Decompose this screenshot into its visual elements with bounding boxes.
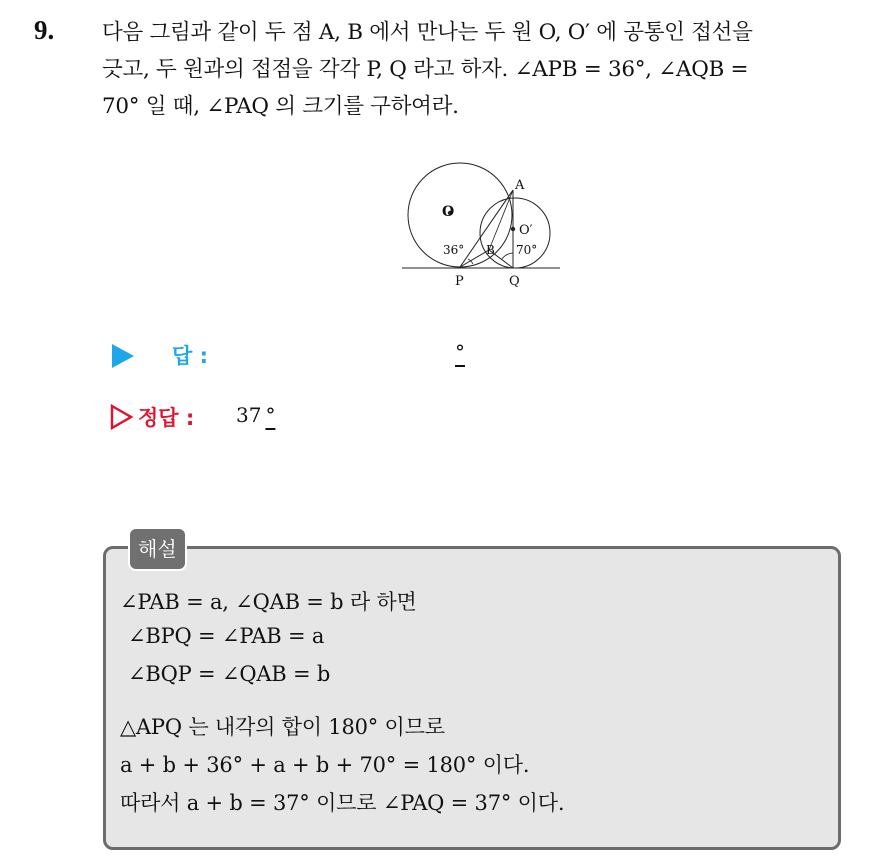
explanation-line: a + b + 36° + a + b + 70° = 180° 이다.: [120, 753, 530, 777]
explanation-line: ∠BPQ = ∠PAB = a: [128, 624, 325, 648]
angle-q-arc: [502, 253, 513, 259]
question-line: 다음 그림과 같이 두 점 A, B 에서 만나는 두 원 O, O′ 에 공통인 접선을: [102, 20, 753, 45]
answer-unit: °: [455, 340, 465, 364]
play-triangle-icon: [112, 344, 134, 368]
outline-triangle-icon: [110, 404, 134, 430]
answer-label: 답 :: [172, 344, 208, 368]
label-p: P: [455, 274, 464, 289]
correct-value-number: 37: [236, 403, 262, 427]
label-o: O: [442, 204, 455, 220]
circle-o-prime: [480, 198, 550, 268]
two-circles-diagram: [398, 158, 568, 293]
center-o-prime-dot: [511, 227, 515, 231]
explanation-line: △APQ 는 내각의 합이 180° 이므로: [120, 715, 445, 739]
question-line: 긋고, 두 원과의 접점을 각각 P, Q 라고 하자. ∠APB = 36°, ∠AQB =: [102, 57, 749, 82]
question-number: 9.: [34, 15, 55, 45]
geometry-figure: [398, 158, 568, 293]
explanation-line: ∠PAB = a, ∠QAB = b 라 하면: [120, 590, 417, 614]
correct-answer-label: 정답 :: [138, 406, 195, 430]
correct-answer-value: [236, 403, 275, 427]
label-b: B: [486, 243, 495, 257]
label-q: Q: [509, 274, 520, 289]
question-text: [102, 14, 872, 125]
label-angle-p: 36°: [443, 243, 465, 257]
label-o-prime: O′: [519, 223, 533, 238]
explanation-line: ∠BQP = ∠QAB = b: [128, 662, 331, 686]
correct-value-unit: °: [265, 403, 276, 427]
explanation-tab: 해설: [128, 527, 187, 571]
label-angle-q: 70°: [516, 243, 538, 257]
question-line: 70° 일 때, ∠PAQ 의 크기를 구하여라.: [102, 94, 459, 119]
label-a: A: [515, 178, 525, 193]
explanation-line: 따라서 a + b = 37° 이므로 ∠PAQ = 37° 이다.: [120, 791, 565, 815]
